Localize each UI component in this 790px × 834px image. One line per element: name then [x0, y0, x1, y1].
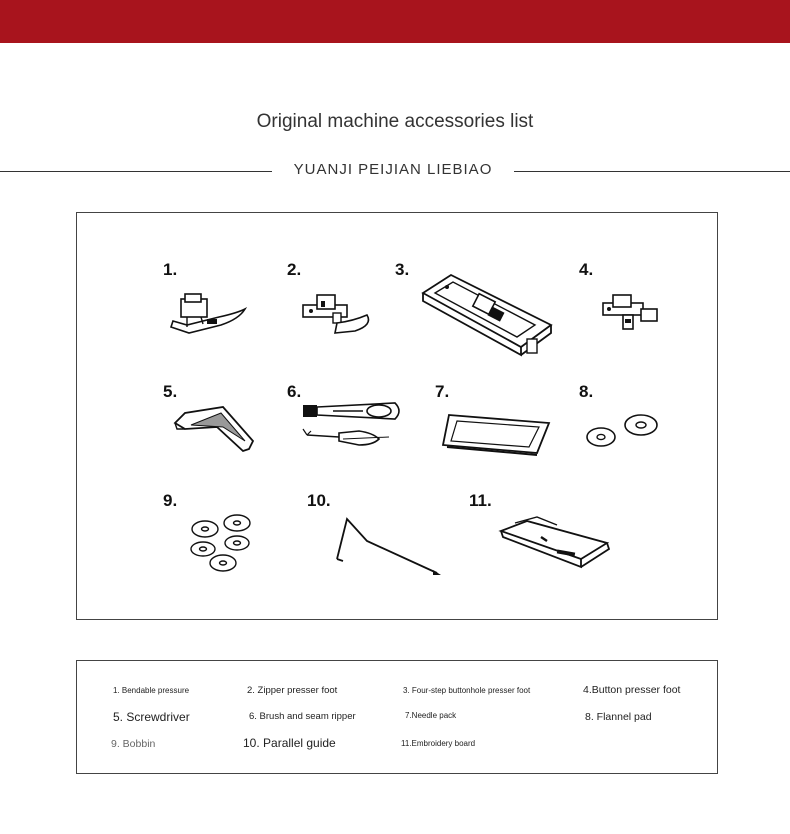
divider-right — [514, 171, 790, 172]
accessory-number-5: 5. — [163, 382, 178, 401]
legend-item-7: 7.Needle pack — [405, 711, 457, 720]
legend-item-1: 1. Bendable pressure — [113, 686, 190, 695]
flannel-pad-icon — [583, 405, 665, 453]
accessory-number-9: 9. — [163, 491, 178, 510]
screwdriver-icon — [173, 397, 259, 457]
legend-item-11: 11.Embroidery board — [401, 739, 476, 748]
header-bar — [0, 0, 790, 43]
parallel-guide-icon — [333, 513, 443, 579]
accessory-number-1: 1. — [163, 260, 178, 279]
legend-item-10: 10. Parallel guide — [243, 736, 336, 750]
brush-seam-ripper-icon — [299, 399, 405, 457]
accessory-number-3: 3. — [395, 260, 410, 279]
presser-foot-icon — [167, 291, 249, 337]
page-title: Original machine accessories list — [256, 111, 534, 132]
zipper-foot-icon — [299, 291, 377, 337]
divider-left — [0, 171, 272, 172]
subtitle-row — [0, 160, 790, 182]
legend-item-9: 9. Bobbin — [111, 738, 156, 750]
legend-item-2: 2. Zipper presser foot — [247, 685, 338, 696]
embroidery-board-icon — [497, 515, 617, 575]
accessory-number-4: 4. — [579, 260, 594, 279]
page-subtitle: YUANJI PEIJIAN LIEBIAO — [293, 161, 493, 178]
accessory-number-2: 2. — [287, 260, 302, 279]
legend-item-3: 3. Four-step buttonhole presser foot — [403, 686, 531, 695]
accessories-legend — [76, 660, 718, 774]
accessories-illustration-panel — [76, 212, 718, 620]
bobbin-icon — [185, 509, 257, 575]
legend-item-6: 6. Brush and seam ripper — [249, 711, 356, 722]
buttonhole-foot-icon — [417, 269, 557, 365]
legend-item-8: 8. Flannel pad — [585, 711, 652, 723]
accessory-number-11: 11. — [469, 491, 492, 510]
needle-pack-icon — [441, 409, 553, 459]
legend-item-4: 4.Button presser foot — [583, 684, 681, 696]
legend-item-5: 5. Screwdriver — [113, 710, 190, 724]
accessory-number-10: 10. — [307, 491, 331, 510]
accessory-number-7: 7. — [435, 382, 450, 401]
accessory-number-8: 8. — [579, 382, 594, 401]
accessory-number-6: 6. — [287, 382, 302, 401]
button-foot-icon — [599, 291, 665, 337]
